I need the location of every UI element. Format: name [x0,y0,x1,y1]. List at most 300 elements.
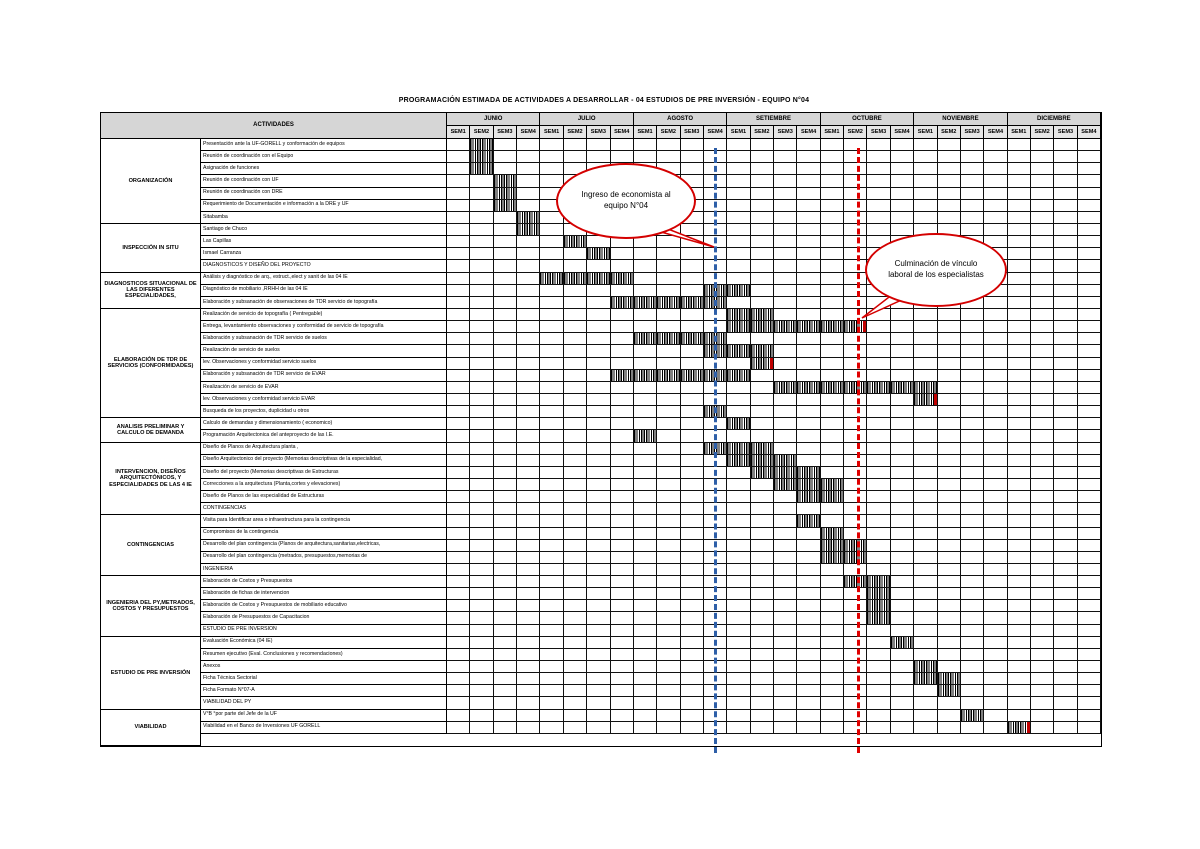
schedule-bar [961,710,984,722]
schedule-cell [540,540,563,552]
schedule-cell [867,200,890,212]
schedule-cell [727,588,750,600]
schedule-cell [1054,370,1077,382]
schedule-cell [657,503,680,515]
schedule-cell [447,467,470,479]
schedule-cell [1031,321,1054,333]
schedule-cell [1078,248,1101,260]
schedule-cell [1054,552,1077,564]
week-header: SEM3 [587,126,610,139]
schedule-cell [470,552,493,564]
schedule-cell [1008,443,1031,455]
schedule-cell [984,200,1007,212]
schedule-cell [494,540,517,552]
schedule-cell [938,528,961,540]
schedule-cell [657,382,680,394]
schedule-cell [587,515,610,527]
schedule-cell [774,212,797,224]
schedule-cell [447,139,470,151]
schedule-bar [681,297,704,309]
schedule-bar [634,297,657,309]
schedule-cell [891,491,914,503]
schedule-bar [821,528,844,540]
schedule-cell [938,333,961,345]
schedule-cell [984,382,1007,394]
activity-label: Realización de servicio de topografía ( Pentregable) [201,309,447,321]
activity-label: Realización de servicio de suelos [201,345,447,357]
schedule-cell [844,333,867,345]
activity-group: ORGANIZACIÓN [101,139,201,224]
schedule-cell [540,285,563,297]
schedule-cell [891,649,914,661]
schedule-cell [1078,200,1101,212]
schedule-cell [587,540,610,552]
schedule-cell [681,673,704,685]
schedule-cell [961,212,984,224]
schedule-cell [611,661,634,673]
schedule-cell [774,285,797,297]
schedule-cell [470,515,493,527]
schedule-cell [1031,430,1054,442]
schedule-cell [1054,175,1077,187]
schedule-cell [774,491,797,503]
activity-label: Reunión de coordinación con UF [201,175,447,187]
schedule-cell [914,637,937,649]
schedule-cell [470,528,493,540]
schedule-cell [961,649,984,661]
schedule-bar [727,309,750,321]
schedule-cell [844,163,867,175]
schedule-cell [587,576,610,588]
schedule-cell [517,467,540,479]
schedule-bar [587,248,610,260]
schedule-cell [470,685,493,697]
schedule-cell [727,151,750,163]
schedule-cell [681,418,704,430]
activity-label: DIAGNOSTICOS Y DISEÑO DEL PROYECTO [201,260,447,272]
schedule-cell [657,600,680,612]
schedule-bar [564,273,587,285]
schedule-cell [984,345,1007,357]
schedule-cell [470,200,493,212]
schedule-cell [494,139,517,151]
schedule-cell [821,564,844,576]
schedule-cell [844,418,867,430]
schedule-cell [1008,710,1031,722]
schedule-cell [727,212,750,224]
schedule-cell [1008,552,1031,564]
schedule-cell [587,528,610,540]
activity-label: Elaboración y subsanación de TDR servicio de EVAR [201,370,447,382]
schedule-cell [681,248,704,260]
schedule-cell [938,418,961,430]
schedule-cell [751,163,774,175]
schedule-cell [447,552,470,564]
schedule-cell [634,625,657,637]
activity-group: CONTINGENCIAS [101,515,201,576]
activity-label: V°B °por parte del Jefe de la UF [201,710,447,722]
schedule-cell [821,588,844,600]
schedule-cell [470,333,493,345]
schedule-cell [540,685,563,697]
schedule-cell [517,588,540,600]
schedule-cell [611,710,634,722]
schedule-cell [774,588,797,600]
schedule-cell [470,321,493,333]
schedule-cell [564,540,587,552]
schedule-bar [844,321,867,333]
schedule-cell [1078,491,1101,503]
schedule-cell [540,297,563,309]
schedule-cell [751,260,774,272]
schedule-cell [447,370,470,382]
schedule-cell [517,443,540,455]
schedule-cell [681,467,704,479]
schedule-cell [774,600,797,612]
activity-group: ELABORACIÓN DE TDR DE SERVICIOS (CONFORMIDADES) [101,309,201,418]
schedule-cell [1008,345,1031,357]
schedule-cell [867,710,890,722]
schedule-bar [844,552,867,564]
schedule-cell [517,576,540,588]
schedule-cell [494,515,517,527]
schedule-cell [1054,503,1077,515]
schedule-bar [727,345,750,357]
schedule-cell [1078,188,1101,200]
activity-label: Elaboración de Costos y Presupuestos [201,576,447,588]
schedule-cell [657,637,680,649]
schedule-cell [517,515,540,527]
schedule-cell [727,163,750,175]
schedule-cell [1031,139,1054,151]
schedule-cell [821,358,844,370]
schedule-cell [657,345,680,357]
month-header: JULIO [540,113,633,126]
activity-label: Calculo de demandas y dimensionamiento ( economico) [201,418,447,430]
schedule-cell [634,576,657,588]
schedule-cell [867,722,890,734]
schedule-cell [1054,297,1077,309]
schedule-cell [984,175,1007,187]
schedule-cell [797,722,820,734]
schedule-cell [1008,637,1031,649]
schedule-cell [564,600,587,612]
schedule-cell [984,588,1007,600]
schedule-cell [1031,467,1054,479]
schedule-cell [914,139,937,151]
schedule-cell [611,443,634,455]
schedule-cell [727,333,750,345]
schedule-cell [587,673,610,685]
schedule-cell [447,540,470,552]
schedule-cell [657,540,680,552]
schedule-cell [587,443,610,455]
schedule-cell [751,297,774,309]
schedule-cell [751,588,774,600]
schedule-cell [797,406,820,418]
schedule-cell [657,722,680,734]
schedule-cell [821,600,844,612]
schedule-cell [797,248,820,260]
schedule-bar [774,467,797,479]
schedule-bar [867,600,890,612]
schedule-cell [1054,333,1077,345]
schedule-cell [984,685,1007,697]
schedule-cell [517,540,540,552]
schedule-cell [984,467,1007,479]
schedule-cell [1054,151,1077,163]
schedule-cell [821,212,844,224]
schedule-cell [867,540,890,552]
schedule-cell [657,552,680,564]
schedule-cell [1031,673,1054,685]
schedule-cell [611,722,634,734]
schedule-cell [611,455,634,467]
schedule-cell [984,212,1007,224]
schedule-cell [961,455,984,467]
schedule-cell [891,467,914,479]
schedule-cell [1031,625,1054,637]
schedule-cell [797,297,820,309]
schedule-bar [657,333,680,345]
schedule-cell [587,236,610,248]
schedule-cell [1054,382,1077,394]
schedule-cell [1054,309,1077,321]
page-title: PROGRAMACIÓN ESTIMADA DE ACTIVIDADES A DESARROLLAR - 04 ESTUDIOS DE PRE INVERSIÓN - EQUIPO N°04 [398,97,810,104]
schedule-cell [634,394,657,406]
schedule-cell [611,540,634,552]
schedule-cell [1031,248,1054,260]
schedule-cell [564,564,587,576]
schedule-cell [564,697,587,709]
schedule-cell [657,248,680,260]
schedule-cell [1054,491,1077,503]
schedule-cell [587,297,610,309]
schedule-cell [681,491,704,503]
schedule-cell [1078,139,1101,151]
schedule-cell [984,722,1007,734]
activity-label: lev. Observaciones y conformidad servicio EVAR [201,394,447,406]
schedule-cell [751,151,774,163]
activity-label: Presentación ante la UF-GORELL y conformación de equipos [201,139,447,151]
schedule-cell [611,321,634,333]
schedule-cell [681,600,704,612]
schedule-cell [1008,370,1031,382]
schedule-cell [470,224,493,236]
schedule-cell [447,697,470,709]
schedule-cell [470,467,493,479]
schedule-cell [681,479,704,491]
schedule-cell [1008,564,1031,576]
schedule-cell [517,163,540,175]
schedule-cell [681,139,704,151]
schedule-cell [470,479,493,491]
schedule-cell [727,661,750,673]
schedule-cell [961,345,984,357]
schedule-cell [914,467,937,479]
schedule-cell [867,479,890,491]
schedule-cell [611,418,634,430]
schedule-cell [797,564,820,576]
schedule-bar [681,333,704,345]
schedule-cell [1031,151,1054,163]
schedule-cell [1054,455,1077,467]
schedule-cell [517,418,540,430]
schedule-cell [984,564,1007,576]
schedule-cell [1031,175,1054,187]
schedule-cell [447,637,470,649]
schedule-cell [564,588,587,600]
schedule-cell [727,188,750,200]
schedule-cell [1031,188,1054,200]
schedule-cell [517,564,540,576]
schedule-cell [797,528,820,540]
schedule-cell [867,503,890,515]
schedule-cell [447,345,470,357]
schedule-cell [470,722,493,734]
schedule-cell [587,564,610,576]
schedule-cell [1078,406,1101,418]
schedule-bar [470,151,493,163]
schedule-cell [494,576,517,588]
schedule-cell [727,503,750,515]
schedule-cell [657,661,680,673]
schedule-cell [891,406,914,418]
schedule-cell [1078,552,1101,564]
schedule-cell [1031,212,1054,224]
schedule-cell [681,163,704,175]
schedule-cell [821,370,844,382]
week-header: SEM1 [727,126,750,139]
schedule-cell [797,661,820,673]
schedule-cell [634,382,657,394]
schedule-cell [797,333,820,345]
schedule-cell [447,333,470,345]
schedule-bar [494,175,517,187]
schedule-cell [634,260,657,272]
schedule-cell [821,467,844,479]
schedule-cell [517,600,540,612]
schedule-cell [727,649,750,661]
schedule-cell [891,430,914,442]
schedule-cell [540,370,563,382]
schedule-cell [540,649,563,661]
schedule-cell [587,260,610,272]
schedule-cell [914,358,937,370]
schedule-cell [517,406,540,418]
schedule-cell [447,200,470,212]
schedule-cell [914,188,937,200]
schedule-cell [867,406,890,418]
schedule-cell [844,600,867,612]
schedule-bar [797,515,820,527]
schedule-cell [540,333,563,345]
schedule-bar [517,212,540,224]
schedule-cell [517,297,540,309]
schedule-cell [494,612,517,624]
schedule-cell [447,503,470,515]
schedule-cell [494,309,517,321]
schedule-cell [867,212,890,224]
schedule-cell [751,722,774,734]
schedule-cell [1078,479,1101,491]
schedule-bar [774,382,797,394]
schedule-cell [867,467,890,479]
schedule-cell [1078,528,1101,540]
schedule-cell [727,406,750,418]
schedule-cell [891,600,914,612]
week-header: SEM4 [984,126,1007,139]
schedule-cell [961,685,984,697]
schedule-cell [751,370,774,382]
schedule-cell [867,443,890,455]
schedule-cell [797,188,820,200]
schedule-cell [984,697,1007,709]
schedule-cell [447,673,470,685]
schedule-cell [587,406,610,418]
schedule-cell [844,467,867,479]
schedule-cell [657,236,680,248]
schedule-cell [494,673,517,685]
schedule-cell [540,382,563,394]
schedule-cell [611,515,634,527]
activity-group: INGENIERIA DEL PY,METRADOS, COSTOS Y PRESUPUESTOS [101,576,201,637]
schedule-cell [821,175,844,187]
schedule-cell [517,625,540,637]
economist-entry-callout-text: Ingreso de economista al equipo N°04 [581,190,671,210]
schedule-cell [517,358,540,370]
schedule-cell [727,224,750,236]
schedule-cell [517,188,540,200]
schedule-cell [657,309,680,321]
schedule-cell [517,455,540,467]
schedule-cell [1054,443,1077,455]
schedule-cell [961,163,984,175]
schedule-cell [797,710,820,722]
schedule-cell [587,309,610,321]
schedule-cell [774,564,797,576]
schedule-bar [821,382,844,394]
schedule-cell [821,345,844,357]
schedule-cell [611,697,634,709]
schedule-cell [564,260,587,272]
schedule-cell [821,297,844,309]
activity-label: CONTINGENCIAS [201,503,447,515]
schedule-cell [797,430,820,442]
specialists-end-callout [865,233,1007,307]
schedule-cell [891,358,914,370]
week-header: SEM2 [657,126,680,139]
schedule-cell [611,625,634,637]
schedule-cell [938,576,961,588]
schedule-cell [1054,285,1077,297]
schedule-cell [681,151,704,163]
schedule-cell [891,175,914,187]
schedule-cell [681,722,704,734]
schedule-cell [611,248,634,260]
schedule-cell [891,528,914,540]
schedule-cell [447,358,470,370]
schedule-cell [844,710,867,722]
schedule-cell [564,455,587,467]
schedule-cell [587,151,610,163]
schedule-cell [1078,661,1101,673]
schedule-cell [1031,710,1054,722]
schedule-cell [891,333,914,345]
schedule-cell [564,685,587,697]
schedule-cell [540,564,563,576]
schedule-cell [1054,661,1077,673]
